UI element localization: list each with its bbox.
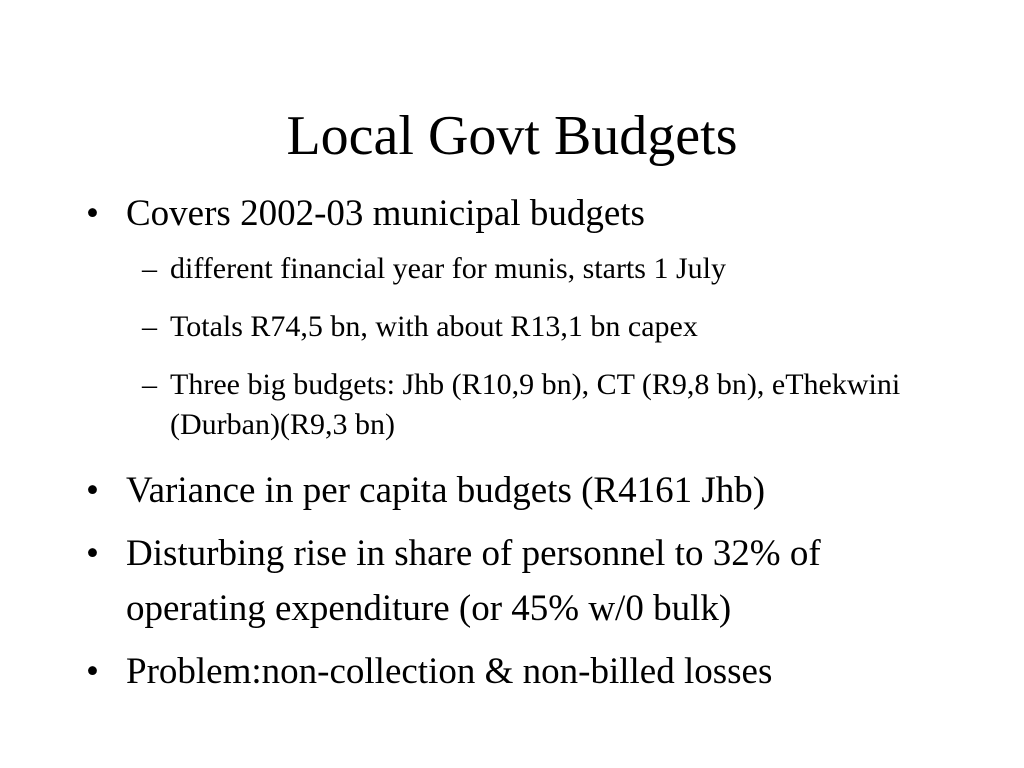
slide-title: Local Govt Budgets (286, 105, 738, 167)
bullet-text: Disturbing rise in share of personnel to 32% of operating expenditure (or 45% w/0 bulk) (126, 533, 821, 629)
bullet-item (86, 186, 946, 241)
bullet-text: Variance in per capita budgets (R4161 Jhb) (126, 470, 766, 511)
sub-bullet-item (86, 249, 946, 289)
bullet-item (86, 526, 946, 636)
sub-bullet-text: Three big budgets: Jhb (R10,9 bn), CT (R9,8 bn), eThekwini (Durban)(R9,3 bn) (170, 368, 901, 441)
bullet-item (86, 644, 946, 699)
bullet-marker: • (86, 193, 99, 234)
sub-bullet-marker: – (142, 310, 157, 343)
sub-bullet-marker: – (142, 368, 157, 401)
sub-bullet-text: different financial year for munis, starts 1 July (170, 252, 726, 285)
bullet-item (86, 463, 946, 518)
bullet-text: Problem:non-collection & non-billed losses (126, 651, 773, 692)
sub-bullet-item (86, 307, 946, 347)
bullet-marker: • (86, 533, 99, 574)
sub-bullet-item (86, 365, 946, 445)
slide-body (86, 186, 946, 707)
bullet-marker: • (86, 470, 99, 511)
sub-bullet-text: Totals R74,5 bn, with about R13,1 bn capex (170, 310, 698, 343)
bullet-text: Covers 2002-03 municipal budgets (126, 193, 645, 234)
bullet-marker: • (86, 651, 99, 692)
sub-bullet-marker: – (142, 252, 157, 285)
sub-bullet-list (86, 249, 946, 445)
